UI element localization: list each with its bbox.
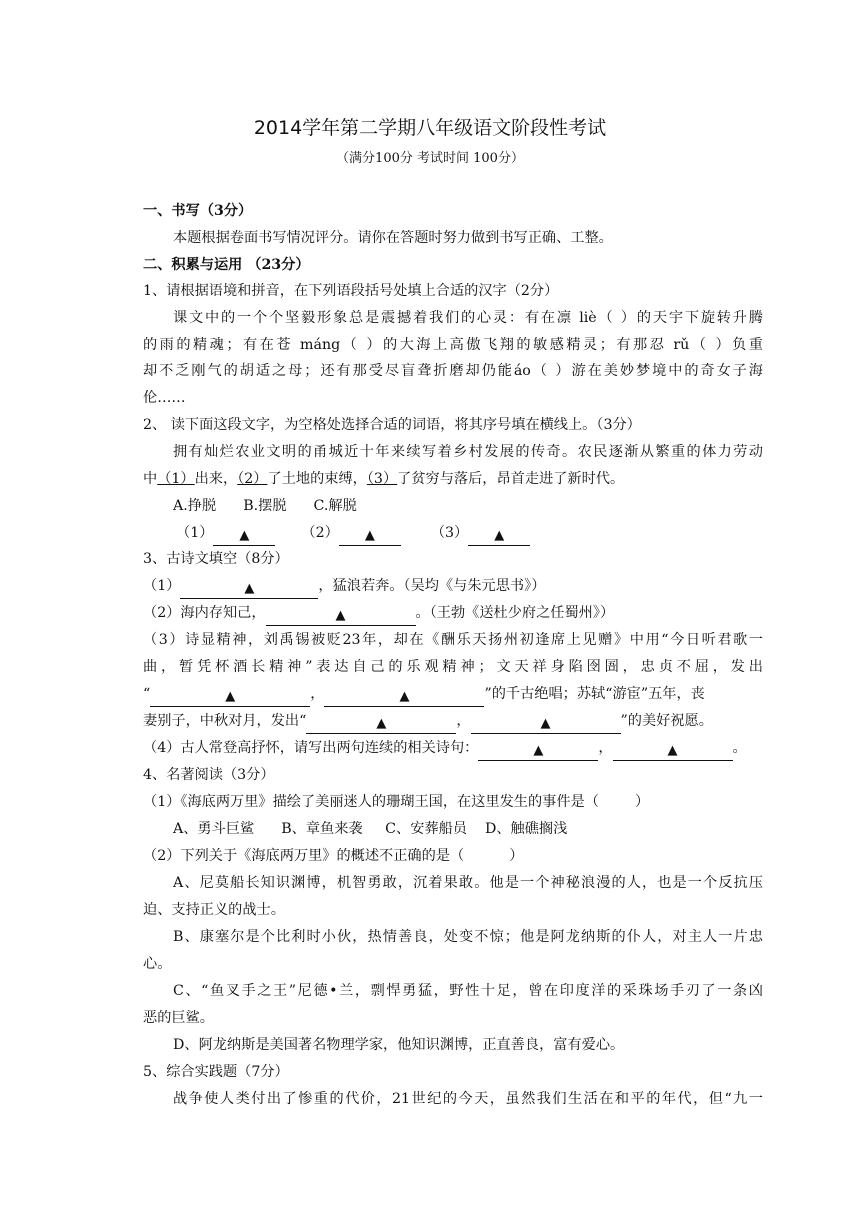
q3-item-4-period: 。 xyxy=(732,740,747,756)
q3-item-4-blank-1[interactable]: ▲ xyxy=(478,743,598,761)
q3-item-3-line-3 xyxy=(143,684,763,707)
q2-answer-label-1: （1） xyxy=(176,525,214,541)
q3-item-3-blank-4[interactable]: ▲ xyxy=(471,716,621,734)
q2-answer-blank-2[interactable]: ▲ xyxy=(339,528,401,546)
section-1-text: 本题根据卷面书写情况评分。请你在答题时努力做到书写正确、工整。 xyxy=(173,230,613,246)
q3-item-2-blank[interactable]: ▲ xyxy=(266,608,416,626)
q2-text-c: 出来， xyxy=(194,471,238,487)
q3-item-3-blank-3[interactable]: ▲ xyxy=(306,716,456,734)
q2-text-d: 了土地的束缚， xyxy=(267,471,367,487)
q1-passage-line-2: 的雨的精魂；有在苍 máng（ ）的大海上高傲飞翔的敏感精灵；有那忍 rǔ（ ）负重 xyxy=(143,337,763,353)
q3-item-4-text: （4）古人常登高抒怀，请写出两句连续的相关诗句： xyxy=(143,740,479,756)
q2-passage-line-1: 拥有灿烂农业文明的甬城近十年来续写着乡村发展的传奇。农民逐渐从繁重的体力劳动 xyxy=(173,444,763,460)
q2-options: A.挣脱 B.摆脱 C.解脱 xyxy=(173,498,357,514)
q2-answer-row xyxy=(176,523,763,546)
q4-option-a-line-1: A、尼莫船长知识渊博，机智勇敢，沉着果敢。他是一个神秘浪漫的人，也是一个反抗压 xyxy=(173,875,763,891)
q3-item-1 xyxy=(143,576,763,599)
q2-passage-line-2 xyxy=(143,469,763,489)
q4-option-c-line-1: C、“鱼叉手之王”尼德•兰，剽悍勇猛，野性十足，曾在印度洋的采珠场手刃了一条凶 xyxy=(173,983,763,999)
q3-item-2-text-a: （2）海内存知己， xyxy=(143,605,266,621)
q3-item-2 xyxy=(143,603,763,626)
q3-item-3-open-quote: “ xyxy=(143,686,151,702)
q3-item-4 xyxy=(143,738,763,761)
section-1-heading: 一、书写（3分） xyxy=(143,203,253,219)
q3-item-3-line-1: （3）诗显精神，刘禹锡被贬23年，却在《酬乐天扬州初逢席上见赠》中用“今日听君歌一 xyxy=(143,632,763,648)
q3-item-3-blank-2[interactable]: ▲ xyxy=(324,689,484,707)
q3-item-4-blank-2[interactable]: ▲ xyxy=(613,743,733,761)
q2-answer-blank-1[interactable]: ▲ xyxy=(213,528,275,546)
q4-option-b-line-1: B、康塞尔是个比利时小伙，热情善良，处变不惊；他是阿龙纳斯的仆人，对主人一片忠 xyxy=(173,929,763,945)
q3-item-3-text-c: ”的千古绝唱；苏轼“游宦”五年，丧 xyxy=(484,686,705,702)
q5-passage-line-1: 战争使人类付出了惨重的代价，21世纪的今天，虽然我们生活在和平的年代，但“九一 xyxy=(173,1091,763,1107)
q3-item-3-line-4 xyxy=(143,711,763,734)
q2-gap-1: （1） xyxy=(157,471,195,487)
q4-sub-1-options: A、勇斗巨鲨 B、章鱼来袭 C、安葬船员 D、触礁搁浅 xyxy=(173,821,568,837)
q2-answer-label-3: （3） xyxy=(430,525,469,541)
q2-text-a: 中 xyxy=(143,471,158,487)
q5-stem: 5、综合实践题（7分） xyxy=(143,1064,289,1080)
q4-option-d: D、阿龙纳斯是美国著名物理学家，他知识渊博，正直善良，富有爱心。 xyxy=(173,1037,625,1053)
section-2-heading: 二、积累与运用 （23分） xyxy=(143,257,310,273)
q3-stem: 3、古诗文填空（8分） xyxy=(143,551,289,567)
q2-answer-label-2: （2） xyxy=(301,525,339,541)
q2-gap-3: （3） xyxy=(366,471,398,487)
q3-item-3-text-d: 妻别子，中秋对月，发出“ xyxy=(143,713,307,729)
q3-item-1-blank[interactable]: ▲ xyxy=(180,581,318,599)
q1-passage-line-1: 课文中的一个个坚毅形象总是震撼着我们的心灵：有在凛 liè（ ）的天宇下旋转升腾 xyxy=(173,310,763,326)
q2-gap-2: （2） xyxy=(237,471,268,487)
q4-option-c-line-2: 恶的巨鲨。 xyxy=(143,1010,214,1026)
q3-item-4-comma: ， xyxy=(598,740,613,756)
q3-item-3-text-e: ”的美好祝愿。 xyxy=(620,713,713,729)
q4-stem: 4、名著阅读（3分） xyxy=(143,767,275,783)
exam-subtitle: （满分100分 考试时间 100分） xyxy=(336,151,524,166)
q4-option-a-line-2: 迫、支持正义的战士。 xyxy=(143,902,285,918)
q1-passage-line-4: 伦…… xyxy=(143,390,186,406)
q3-item-1-text: ，猛浪若奔。（吴均《与朱元思书》） xyxy=(318,578,546,594)
q4-sub-2: （2）下列关于《海底两万里》的概述不正确的是（ ） xyxy=(143,848,524,864)
q1-stem: 1、请根据语境和拼音，在下列语段括号处填上合适的汉字（2分） xyxy=(143,283,559,299)
q1-passage-line-3: 却不乏刚气的胡适之母；还有那受尽盲聋折磨却仍能áo（ ）游在美妙梦境中的奇女子海 xyxy=(143,363,763,379)
q3-item-3-line-2: 曲，暂凭杯酒长精神”表达自己的乐观精神；文天祥身陷囹圄，忠贞不屈，发出 xyxy=(143,659,763,675)
q4-sub-1: （1）《海底两万里》描绘了美丽迷人的珊瑚王国，在这里发生的事件是（ ） xyxy=(143,794,650,810)
q3-item-1-label: （1） xyxy=(143,578,181,594)
q3-item-2-text-b: 。（王勃《送杜少府之任蜀州》） xyxy=(415,605,615,621)
q3-item-3-comma: ， xyxy=(310,686,325,702)
q3-item-3-blank-1[interactable]: ▲ xyxy=(150,689,310,707)
q2-stem: 2、 读下面这段文字，为空格处选择合适的词语，将其序号填在横线上。（3分） xyxy=(143,417,641,433)
q2-text-e: 了贫穷与落后，昂首走进了新时代。 xyxy=(397,471,625,487)
exam-title: 2014学年第二学期八年级语文阶段性考试 xyxy=(253,117,607,139)
q4-option-b-line-2: 心。 xyxy=(143,956,172,972)
q3-item-3-comma-2: ， xyxy=(456,713,471,729)
q2-answer-blank-3[interactable]: ▲ xyxy=(468,528,530,546)
